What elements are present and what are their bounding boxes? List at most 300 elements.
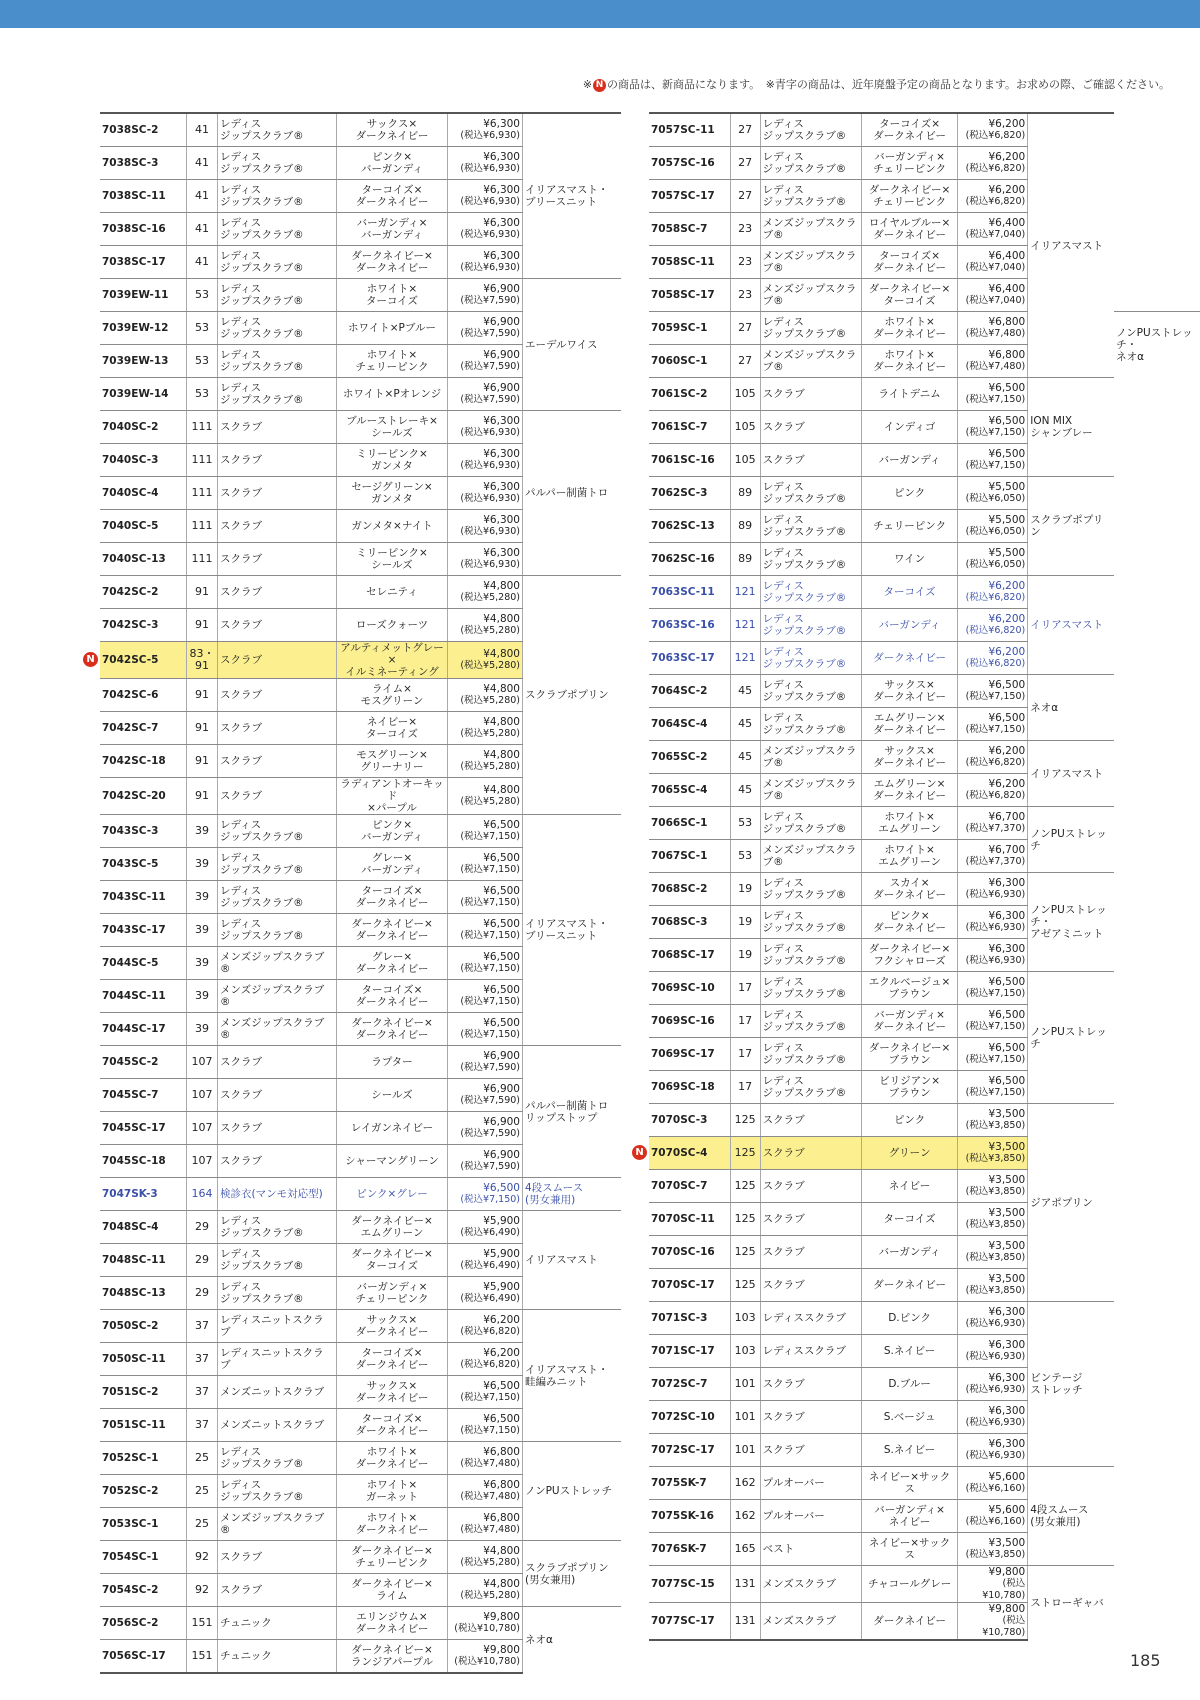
- product-color-text: ガンメタ×ナイト: [351, 520, 433, 532]
- product-color-text: エムグリーン× ダークネイビー: [873, 778, 946, 802]
- product-code: 7048SC-13: [100, 1277, 187, 1310]
- product-name: [218, 444, 337, 477]
- table-row: [649, 1269, 1200, 1302]
- price-value: ¥6,500: [988, 1075, 1026, 1087]
- price-tax-included: (税込¥6,490): [460, 1293, 520, 1304]
- fabric-category-text: 4段スムース (男女兼用): [525, 1182, 584, 1206]
- product-color: [862, 1137, 957, 1170]
- product-price: [957, 1467, 1028, 1500]
- product-name: [218, 1178, 337, 1211]
- price-tax-included: (税込¥6,930): [460, 229, 520, 240]
- price-value: ¥4,800: [483, 749, 520, 761]
- product-color-text: サックス× ダークネイビー: [873, 745, 946, 769]
- product-code: 7069SC-17: [649, 1038, 730, 1071]
- product-color: [337, 1343, 448, 1376]
- price-value: ¥9,800: [483, 1611, 520, 1623]
- product-code: 7050SC-11: [100, 1343, 187, 1376]
- product-name-text: レディス ジップスクラブ®: [220, 382, 304, 406]
- price-tax-included: (税込¥7,480): [965, 328, 1026, 339]
- product-name: [760, 1170, 862, 1203]
- product-code: 7042SC-18: [100, 745, 187, 778]
- product-price: [957, 708, 1028, 741]
- fabric-category: [1028, 1104, 1114, 1302]
- price-value: ¥4,800: [483, 613, 520, 625]
- product-color: [862, 1368, 957, 1401]
- product-price: [957, 1401, 1028, 1434]
- price-tax-included: (税込¥7,480): [460, 1458, 520, 1469]
- fabric-category-text: ビンテージ ストレッチ: [1030, 1372, 1083, 1396]
- product-name-text: レディス ジップスクラブ®: [762, 877, 847, 901]
- product-name: [218, 1409, 337, 1442]
- product-code: 7063SC-16: [649, 609, 730, 642]
- product-name: [218, 980, 337, 1013]
- catalog-page: 53: [730, 807, 760, 840]
- product-color: [862, 1170, 957, 1203]
- product-name-text: メンズスクラブ: [762, 1615, 836, 1627]
- table-row: [649, 444, 1200, 477]
- product-color-text: D.ブルー: [888, 1378, 931, 1390]
- catalog-page: 91: [187, 609, 218, 642]
- product-name-text: レディス ジップスクラブ®: [762, 1009, 847, 1033]
- catalog-page: 27: [730, 147, 760, 180]
- product-name-text: スクラブ: [762, 1411, 805, 1423]
- product-code: 7077SC-15: [649, 1566, 730, 1603]
- table-row: [649, 1434, 1200, 1467]
- product-color: [337, 1640, 448, 1674]
- price-value: ¥6,300: [988, 910, 1026, 922]
- product-name: [760, 1104, 862, 1137]
- product-color-text: ホワイト×Pブルー: [348, 322, 436, 334]
- product-code: 7056SC-2: [100, 1607, 187, 1640]
- product-name-text: レディス ジップスクラブ®: [762, 316, 847, 340]
- table-row: [649, 312, 1200, 345]
- price-value: ¥6,800: [988, 316, 1026, 328]
- fabric-category-text: ION MIX シャンブレー: [1030, 415, 1093, 439]
- product-price: [448, 914, 523, 947]
- product-color: [862, 708, 957, 741]
- product-color-text: ピンク× バーガンディ: [361, 819, 423, 843]
- product-color-text: ターコイズ× ダークネイビー: [873, 118, 946, 142]
- product-color-text: チェリーピンク: [873, 520, 947, 532]
- product-price: [957, 510, 1028, 543]
- price-value: ¥6,400: [988, 250, 1026, 262]
- product-name-text: メンズスクラブ: [762, 1578, 836, 1590]
- product-name: [760, 345, 862, 378]
- price-value: ¥6,500: [483, 1182, 520, 1194]
- product-code: 7043SC-11: [100, 881, 187, 914]
- table-row: [649, 741, 1200, 774]
- product-name-text: プルオーバー: [762, 1477, 825, 1489]
- fabric-category: [1028, 741, 1114, 807]
- catalog-page: 53: [187, 345, 218, 378]
- catalog-page: 103: [730, 1302, 760, 1335]
- catalog-page: 53: [187, 279, 218, 312]
- fabric-category: [1028, 1302, 1114, 1467]
- catalog-page: 17: [730, 972, 760, 1005]
- price-value: ¥9,800: [483, 1644, 520, 1656]
- price-value: ¥5,500: [988, 547, 1026, 559]
- product-code: 7072SC-17: [649, 1434, 730, 1467]
- price-tax-included: (税込¥6,050): [965, 493, 1026, 504]
- product-code: 7038SC-11: [100, 180, 187, 213]
- catalog-page: 45: [730, 741, 760, 774]
- page-number: 185: [1130, 1651, 1161, 1670]
- table-row: [649, 873, 1200, 906]
- product-code: 7045SC-18: [100, 1145, 187, 1178]
- product-name: [218, 1541, 337, 1574]
- product-name: [218, 778, 337, 815]
- table-row: [649, 906, 1200, 939]
- product-name: [218, 1376, 337, 1409]
- product-color: [862, 411, 957, 444]
- price-tax-included: (税込¥6,930): [460, 130, 520, 141]
- product-price: [957, 741, 1028, 774]
- product-price: [957, 477, 1028, 510]
- product-name-text: ベスト: [762, 1543, 795, 1555]
- fabric-category-text: スクラブポプリン: [1030, 514, 1104, 538]
- product-code: 7042SC-6: [100, 679, 187, 712]
- product-name-text: レディスニットスクラブ: [220, 1314, 324, 1338]
- product-name-text: スクラブ: [220, 454, 262, 466]
- product-color: [862, 113, 957, 147]
- product-color: [862, 1038, 957, 1071]
- product-color-text: チャコールグレー: [867, 1578, 952, 1590]
- product-color-text: セージグリーン× ガンメタ: [351, 481, 433, 505]
- product-name: [218, 113, 337, 147]
- catalog-page: 151: [187, 1607, 218, 1640]
- product-color-text: ダークネイビー× ランジアパープル: [351, 1644, 433, 1668]
- fabric-category: [523, 1541, 622, 1607]
- table-row: [649, 1533, 1200, 1566]
- product-name-text: スクラブ: [220, 1089, 262, 1101]
- catalog-page: 19: [730, 939, 760, 972]
- product-color-text: ホワイト× ダークネイビー: [355, 1512, 429, 1536]
- price-value: ¥5,500: [988, 514, 1026, 526]
- product-color: [337, 1112, 448, 1145]
- product-color: [862, 1500, 957, 1533]
- price-value: ¥5,600: [988, 1471, 1026, 1483]
- price-value: ¥6,500: [483, 1413, 520, 1425]
- product-name: [760, 213, 862, 246]
- price-tax-included: (税込¥7,150): [460, 897, 520, 908]
- product-name: [218, 576, 337, 609]
- product-code: 7045SC-2: [100, 1046, 187, 1079]
- price-value: ¥6,200: [988, 118, 1026, 130]
- catalog-page: 91: [187, 745, 218, 778]
- product-name: [218, 815, 337, 848]
- product-color: [862, 609, 957, 642]
- product-name-text: スクラブ: [220, 755, 262, 767]
- product-name-text: スクラブ: [762, 388, 805, 400]
- product-code: 7077SC-17: [649, 1603, 730, 1641]
- product-color-text: バーガンディ× バーガンディ: [356, 217, 428, 241]
- product-table-left: [100, 112, 621, 1674]
- product-name-text: チュニック: [220, 1617, 272, 1629]
- product-code: 7071SC-17: [649, 1335, 730, 1368]
- product-name-text: スクラブ: [220, 1155, 262, 1167]
- fabric-category: [1028, 675, 1114, 741]
- product-price: [957, 1071, 1028, 1104]
- price-tax-included: (税込¥7,150): [460, 864, 520, 875]
- table-row: [100, 1541, 621, 1574]
- product-code: 7065SC-2: [649, 741, 730, 774]
- product-name-text: スクラブ: [220, 1056, 262, 1068]
- product-name-text: レディス ジップスクラブ®: [762, 679, 847, 703]
- product-name: [760, 1434, 862, 1467]
- catalog-page: 39: [187, 980, 218, 1013]
- product-price: [957, 906, 1028, 939]
- product-color-text: ダークネイビー× ブラウン: [868, 1042, 951, 1066]
- product-color-text: ネイビー×サックス: [868, 1471, 951, 1495]
- price-value: ¥6,500: [483, 819, 520, 831]
- product-color-text: セレニティ: [366, 586, 418, 598]
- catalog-page: 125: [730, 1236, 760, 1269]
- product-code: 7047SK-3: [100, 1178, 187, 1211]
- product-color-text: ターコイズ× ダークネイビー: [355, 1413, 429, 1437]
- product-color: [862, 1269, 957, 1302]
- price-tax-included: (税込¥6,930): [460, 526, 520, 537]
- product-code: 7058SC-7: [649, 213, 730, 246]
- price-tax-included: (税込¥7,590): [460, 361, 520, 372]
- product-price: [448, 378, 523, 411]
- catalog-page: 39: [187, 947, 218, 980]
- product-name: [760, 378, 862, 411]
- product-name-text: レディス ジップスクラブ®: [220, 885, 304, 909]
- price-value: ¥6,700: [988, 811, 1026, 823]
- table-row: [649, 510, 1200, 543]
- price-tax-included: (税込¥6,820): [965, 757, 1026, 768]
- price-tax-included: (税込¥6,160): [965, 1516, 1026, 1527]
- product-price: [957, 840, 1028, 873]
- product-code: 7054SC-1: [100, 1541, 187, 1574]
- product-name-text: レディス ジップスクラブ®: [220, 1281, 304, 1305]
- catalog-page: 111: [187, 543, 218, 576]
- product-price: [448, 1013, 523, 1046]
- fabric-category: [1028, 477, 1114, 576]
- product-code: 7042SC-7: [100, 712, 187, 745]
- product-name-text: メンズジップスクラブ®: [762, 283, 857, 307]
- product-price: [957, 312, 1028, 345]
- product-name-text: スクラブ: [762, 421, 805, 433]
- price-value: ¥6,500: [988, 1042, 1026, 1054]
- price-value: ¥6,900: [483, 316, 520, 328]
- product-price: [957, 1203, 1028, 1236]
- catalog-page: 41: [187, 180, 218, 213]
- product-color: [337, 1046, 448, 1079]
- fabric-category-text: ノンPUストレッチ: [1030, 827, 1107, 852]
- product-name-text: レディス ジップスクラブ®: [220, 1446, 304, 1470]
- price-tax-included: (税込¥5,280): [460, 625, 520, 636]
- product-color: [337, 1145, 448, 1178]
- product-table-right: [649, 112, 1200, 1641]
- catalog-page: 41: [187, 113, 218, 147]
- price-value: ¥6,200: [988, 778, 1026, 790]
- catalog-page: 111: [187, 411, 218, 444]
- product-name: [760, 774, 862, 807]
- product-color: [337, 914, 448, 947]
- product-color-text: ピンク× ダークネイビー: [873, 910, 946, 934]
- product-name-text: レディス ジップスクラブ®: [762, 118, 847, 142]
- product-color: [862, 939, 957, 972]
- product-name: [218, 510, 337, 543]
- price-value: ¥3,500: [988, 1108, 1026, 1120]
- product-color: [337, 947, 448, 980]
- product-color: [337, 609, 448, 642]
- product-color-text: ダークネイビー× エムグリーン: [351, 1215, 433, 1239]
- product-price: [957, 1335, 1028, 1368]
- product-name-text: スクラブ: [762, 1180, 805, 1192]
- product-color: [337, 477, 448, 510]
- product-color-text: ロイヤルブルー× ダークネイビー: [868, 217, 951, 241]
- fabric-category-text: ネオα: [1030, 701, 1059, 714]
- price-value: ¥6,500: [988, 382, 1026, 394]
- product-code: 7071SC-3: [649, 1302, 730, 1335]
- price-tax-included: (税込¥7,590): [460, 1062, 520, 1073]
- price-value: ¥6,200: [988, 646, 1026, 658]
- product-color-text: ピンク: [893, 487, 926, 499]
- product-price: [957, 213, 1028, 246]
- catalog-page: 45: [730, 774, 760, 807]
- price-tax-included: (税込¥6,490): [460, 1227, 520, 1238]
- product-name-text: スクラブ: [762, 1444, 805, 1456]
- price-tax-included: (税込¥6,930): [460, 460, 520, 471]
- product-code: 7042SC-5: [100, 642, 187, 679]
- product-color-text: サックス× ダークネイビー: [355, 118, 429, 142]
- catalog-page: 111: [187, 444, 218, 477]
- catalog-page: 39: [187, 848, 218, 881]
- price-value: ¥4,800: [483, 784, 520, 796]
- product-name: [760, 113, 862, 147]
- table-row: [100, 1211, 621, 1244]
- product-color-text: S.ネイビー: [883, 1444, 936, 1456]
- product-code: 7069SC-18: [649, 1071, 730, 1104]
- product-color-text: バーガンディ× ダークネイビー: [873, 1009, 946, 1033]
- product-name: [760, 510, 862, 543]
- price-value: ¥6,300: [483, 217, 520, 229]
- product-color: [862, 279, 957, 312]
- price-tax-included: (税込¥7,040): [965, 295, 1026, 306]
- product-name-text: レディス ジップスクラブ®: [762, 613, 847, 637]
- price-value: ¥6,300: [483, 118, 520, 130]
- price-tax-included: (税込¥7,150): [460, 963, 520, 974]
- product-color-text: ダークネイビー× ダークネイビー: [351, 918, 433, 942]
- product-price: [957, 774, 1028, 807]
- product-price: [448, 745, 523, 778]
- product-name-text: スクラブ: [220, 722, 262, 734]
- fabric-category-text: ノンPUストレッチ・ アゼアミニット: [1030, 904, 1107, 940]
- product-name: [218, 745, 337, 778]
- price-tax-included: (税込¥6,820): [965, 658, 1026, 669]
- product-color-text: サックス× ダークネイビー: [355, 1380, 429, 1404]
- product-color-text: ネイビー×サックス: [868, 1537, 951, 1561]
- product-name-text: レディス ジップスクラブ®: [762, 547, 847, 571]
- catalog-page: 91: [187, 778, 218, 815]
- price-tax-included: (税込¥3,850): [965, 1186, 1026, 1197]
- price-value: ¥4,800: [483, 716, 520, 728]
- product-color: [862, 873, 957, 906]
- product-color-text: サックス× ダークネイビー: [873, 679, 946, 703]
- product-price: [957, 1236, 1028, 1269]
- price-value: ¥6,200: [988, 184, 1026, 196]
- product-name-text: レディス ジップスクラブ®: [762, 712, 847, 736]
- product-color: [862, 972, 957, 1005]
- price-tax-included: (税込¥6,930): [460, 163, 520, 174]
- product-color-text: ラプター: [371, 1056, 413, 1068]
- table-row: [649, 1467, 1200, 1500]
- price-tax-included: (税込¥6,930): [965, 1384, 1026, 1395]
- catalog-page: 101: [730, 1401, 760, 1434]
- product-price: [957, 1533, 1028, 1566]
- catalog-page: 89: [730, 543, 760, 576]
- product-price: [448, 345, 523, 378]
- product-color-text: ホワイト× ダークネイビー: [355, 1446, 429, 1470]
- product-code: 7063SC-11: [649, 576, 730, 609]
- fabric-category: [1028, 873, 1114, 972]
- product-color: [862, 345, 957, 378]
- product-name: [218, 1145, 337, 1178]
- product-price: [448, 1508, 523, 1541]
- product-color: [862, 1566, 957, 1603]
- price-value: ¥6,900: [483, 1083, 520, 1095]
- product-name: [218, 679, 337, 712]
- product-color-text: ネイビー: [888, 1180, 931, 1192]
- product-name-text: レディス ジップスクラブ®: [220, 1479, 304, 1503]
- product-code: 7038SC-3: [100, 147, 187, 180]
- product-price: [957, 444, 1028, 477]
- product-color-text: バーガンディ: [878, 619, 941, 631]
- fabric-category: [1028, 113, 1114, 378]
- product-code: 7040SC-2: [100, 411, 187, 444]
- product-name: [218, 1046, 337, 1079]
- catalog-page: 105: [730, 378, 760, 411]
- product-price: [448, 1409, 523, 1442]
- price-value: ¥6,500: [988, 976, 1026, 988]
- product-code: 7044SC-17: [100, 1013, 187, 1046]
- product-name-text: スクラブ: [220, 790, 262, 802]
- product-name-text: メンズジップスクラブ®: [220, 1017, 325, 1041]
- product-color: [862, 1236, 957, 1269]
- price-value: ¥5,600: [988, 1504, 1026, 1516]
- product-color-text: ダークネイビー: [873, 1279, 946, 1291]
- product-color: [862, 840, 957, 873]
- product-price: [448, 609, 523, 642]
- price-value: ¥6,500: [483, 1380, 520, 1392]
- product-name-text: レディス ジップスクラブ®: [762, 514, 847, 538]
- price-value: ¥6,500: [988, 679, 1026, 691]
- product-color-text: ピンク× バーガンディ: [361, 151, 423, 175]
- product-name: [218, 1574, 337, 1607]
- product-color-text: S.ベージュ: [883, 1411, 936, 1423]
- fabric-category-text: イリアスマスト: [1030, 767, 1104, 780]
- product-color: [862, 675, 957, 708]
- catalog-page: 83・91: [187, 642, 218, 679]
- catalog-page: 107: [187, 1112, 218, 1145]
- product-name: [218, 312, 337, 345]
- product-price: [957, 113, 1028, 147]
- price-value: ¥6,900: [483, 1050, 520, 1062]
- price-value: ¥6,200: [988, 613, 1026, 625]
- price-tax-included: (税込¥6,930): [460, 196, 520, 207]
- table-row: [649, 1104, 1200, 1137]
- product-name: [760, 312, 862, 345]
- table-row: [649, 1401, 1200, 1434]
- product-name: [760, 1071, 862, 1104]
- catalog-page: 17: [730, 1038, 760, 1071]
- table-row: [649, 609, 1200, 642]
- product-name: [218, 1442, 337, 1475]
- product-price: [448, 1607, 523, 1640]
- product-name: [218, 848, 337, 881]
